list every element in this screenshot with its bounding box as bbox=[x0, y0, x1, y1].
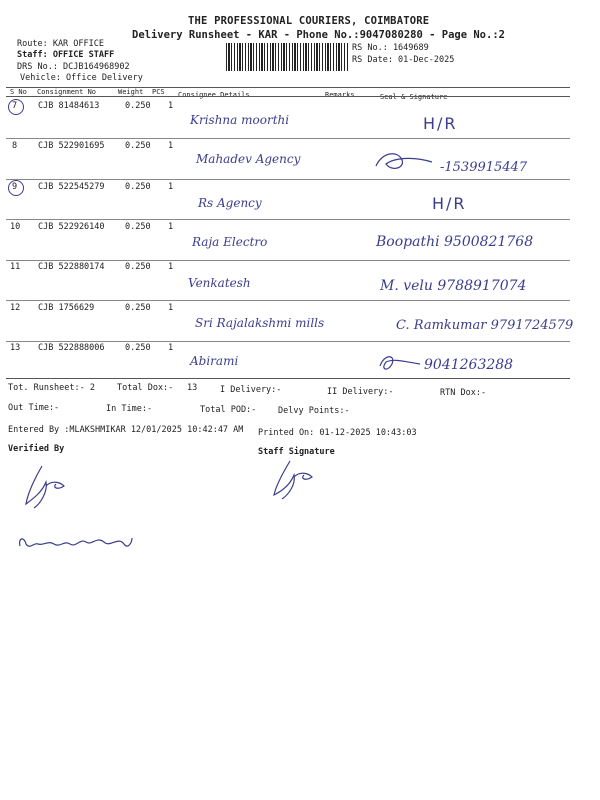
runsheet-subtitle: Delivery Runsheet - KAR - Phone No.:9047080280 - Page No.:2 bbox=[132, 29, 505, 41]
row-pcs: 1 bbox=[168, 262, 174, 272]
row-pcs: 1 bbox=[168, 182, 174, 192]
row-divider bbox=[6, 341, 570, 342]
verified-by-label: Verified By bbox=[8, 444, 65, 454]
row-sno: 13 bbox=[10, 343, 21, 353]
col-remarks: Remarks bbox=[325, 91, 355, 99]
staff-signature-label: Staff Signature bbox=[258, 447, 335, 457]
entered-by: Entered By :MLAKSHMIKAR 12/01/2025 10:42:47 AM bbox=[8, 425, 244, 435]
staff-signature bbox=[268, 455, 328, 505]
row-consignee: Mahadev Agency bbox=[196, 152, 301, 166]
rs-number: RS No.: 1649689 bbox=[352, 43, 429, 53]
signature-scribble bbox=[376, 352, 426, 376]
barcode-image bbox=[226, 43, 348, 71]
route-label: Route: KAR OFFICE bbox=[17, 39, 104, 49]
handwritten-note bbox=[14, 528, 138, 562]
row-sno: 10 bbox=[10, 222, 21, 232]
company-title: THE PROFESSIONAL COURIERS, COIMBATORE bbox=[188, 15, 430, 27]
verifier-signature bbox=[20, 462, 80, 512]
row-consignee: Abirami bbox=[190, 354, 239, 368]
row-weight: 0.250 bbox=[125, 262, 151, 272]
row-sno: 12 bbox=[10, 303, 21, 313]
col-pcs: PCS bbox=[152, 88, 165, 96]
row-signature: H/R bbox=[432, 194, 467, 213]
col-signature: Seal & Signature bbox=[380, 93, 448, 101]
signature-scribble bbox=[372, 148, 442, 178]
row-consignee: Raja Electro bbox=[192, 235, 268, 249]
row-consignee: Krishna moorthi bbox=[190, 113, 290, 127]
row-consignee: Rs Agency bbox=[198, 196, 262, 210]
row-weight: 0.250 bbox=[125, 303, 151, 313]
row-signature: M. velu 9788917074 bbox=[380, 278, 527, 294]
drs-number: DRS No.: DCJB164968902 bbox=[17, 62, 130, 72]
row-sno: 7 bbox=[12, 101, 18, 111]
rs-date: RS Date: 01-Dec-2025 bbox=[352, 55, 455, 65]
row-consignment: CJB 522545279 bbox=[38, 182, 105, 192]
total-dox-label: Total Dox:- bbox=[117, 383, 174, 393]
row-consignment: CJB 81484613 bbox=[38, 101, 100, 111]
row-divider bbox=[6, 260, 570, 261]
row-consignment: CJB 522888006 bbox=[38, 343, 105, 353]
row-consignment: CJB 522901695 bbox=[38, 141, 105, 151]
i-delivery: I Delivery:- bbox=[220, 385, 282, 395]
row-consignment: CJB 522880174 bbox=[38, 262, 105, 272]
row-sno: 11 bbox=[10, 262, 21, 272]
row-signature: 9041263288 bbox=[424, 357, 514, 373]
col-sno: S No bbox=[10, 88, 27, 96]
row-divider bbox=[6, 138, 570, 139]
row-pcs: 1 bbox=[168, 343, 174, 353]
table-bottom-rule bbox=[6, 378, 570, 379]
row-weight: 0.250 bbox=[125, 101, 151, 111]
row-weight: 0.250 bbox=[125, 343, 151, 353]
staff-label: Staff: OFFICE STAFF bbox=[17, 50, 115, 60]
row-weight: 0.250 bbox=[125, 141, 151, 151]
out-time: Out Time:- bbox=[8, 403, 60, 413]
ii-delivery: II Delivery:- bbox=[327, 387, 394, 397]
row-weight: 0.250 bbox=[125, 222, 151, 232]
row-divider bbox=[6, 219, 570, 220]
table-header-rule bbox=[6, 96, 570, 97]
row-consignment: CJB 1756629 bbox=[38, 303, 95, 313]
row-sno: 9 bbox=[12, 182, 18, 192]
vehicle-label: Vehicle: Office Delivery bbox=[20, 73, 143, 83]
row-pcs: 1 bbox=[168, 222, 174, 232]
total-pod: Total POD:- bbox=[200, 405, 257, 415]
row-pcs: 1 bbox=[168, 101, 174, 111]
row-signature: C. Ramkumar 9791724579 bbox=[396, 318, 574, 333]
row-pcs: 1 bbox=[168, 141, 174, 151]
row-sno: 8 bbox=[12, 141, 18, 151]
row-consignment: CJB 522926140 bbox=[38, 222, 105, 232]
col-consignment: Consignment No bbox=[37, 88, 97, 96]
row-consignee: Venkatesh bbox=[188, 276, 251, 290]
total-dox-value: 13 bbox=[187, 383, 198, 393]
row-signature: Boopathi 9500821768 bbox=[376, 234, 534, 250]
in-time: In Time:- bbox=[106, 404, 153, 414]
row-weight: 0.250 bbox=[125, 182, 151, 192]
printed-on: Printed On: 01-12-2025 10:43:03 bbox=[258, 428, 417, 438]
row-consignee: Sri Rajalakshmi mills bbox=[195, 316, 325, 330]
row-divider bbox=[6, 300, 570, 301]
col-weight: Weight bbox=[118, 88, 144, 96]
tot-runsheet: Tot. Runsheet:- 2 bbox=[8, 383, 95, 393]
row-pcs: 1 bbox=[168, 303, 174, 313]
row-divider bbox=[6, 179, 570, 180]
rtn-dox: RTN Dox:- bbox=[440, 388, 487, 398]
col-consignee: Consignee Details bbox=[178, 91, 250, 99]
row-signature: H/R bbox=[423, 114, 458, 133]
delvy-points: Delvy Points:- bbox=[278, 406, 350, 416]
row-signature: -1539915447 bbox=[440, 160, 528, 175]
